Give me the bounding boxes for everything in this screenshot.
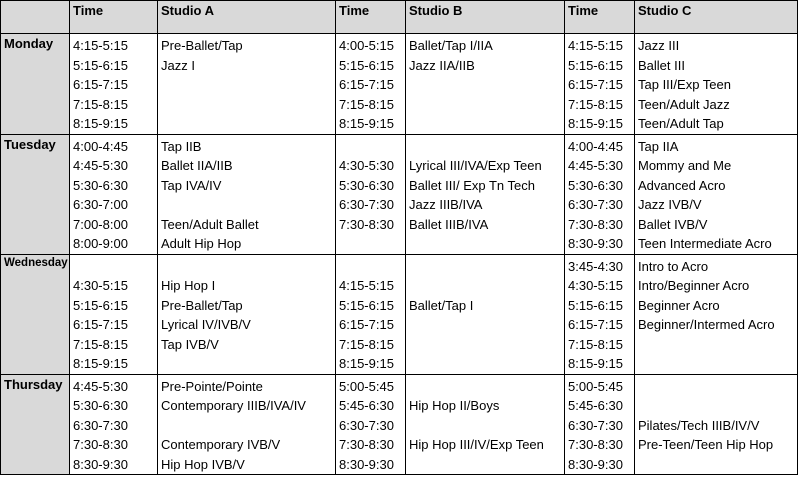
schedule-entry: Ballet III/ Exp Tn Tech bbox=[409, 177, 535, 193]
schedule-entry: 7:15-8:15 bbox=[73, 336, 128, 352]
schedule-entry bbox=[409, 137, 564, 157]
schedule-entry: Beginner Acro bbox=[638, 297, 720, 313]
schedule-entry bbox=[409, 354, 564, 374]
schedule-entry: 6:15-7:15 bbox=[568, 317, 623, 332]
schedule-entry bbox=[161, 114, 335, 134]
schedule-entry: Ballet IVB/V bbox=[638, 216, 708, 232]
schedule-entry: Tap IVB/V bbox=[161, 336, 219, 352]
schedule-entry: 7:30-8:30 bbox=[339, 437, 394, 452]
schedule-entry bbox=[638, 455, 797, 475]
time-a-cell bbox=[70, 254, 158, 374]
schedule-entry: 8:30-9:30 bbox=[568, 236, 623, 251]
time-a-cell bbox=[70, 134, 158, 254]
day-label: Tuesday bbox=[1, 134, 70, 254]
schedule-entry: Beginner/Intermed Acro bbox=[638, 317, 775, 332]
schedule-entry: 4:30-5:15 bbox=[73, 278, 128, 293]
schedule-entry: 5:15-6:15 bbox=[73, 57, 128, 73]
schedule-entry: 7:30-8:30 bbox=[339, 216, 394, 232]
schedule-entry: 8:15-9:15 bbox=[568, 356, 623, 371]
schedule-entry: 7:15-8:15 bbox=[339, 96, 394, 112]
header-time-a: Time bbox=[70, 1, 158, 34]
schedule-entry bbox=[638, 335, 797, 355]
schedule-entry bbox=[161, 75, 335, 95]
day-row-wednesday bbox=[1, 254, 798, 374]
time-c-cell bbox=[565, 34, 635, 135]
schedule-entry bbox=[409, 114, 564, 134]
schedule-entry: 7:15-8:15 bbox=[568, 336, 623, 352]
schedule-entry bbox=[638, 354, 797, 374]
schedule-entry: 5:00-5:45 bbox=[568, 378, 623, 394]
schedule-entry bbox=[409, 257, 564, 277]
schedule-entry: Contemporary IIIB/IVA/IV bbox=[161, 398, 306, 413]
schedule-entry: 5:30-6:30 bbox=[568, 177, 623, 193]
schedule-entry: Mommy and Me bbox=[638, 158, 732, 173]
schedule-entry: 8:00-9:00 bbox=[73, 236, 128, 251]
schedule-entry bbox=[161, 354, 335, 374]
schedule-entry: 4:00-5:15 bbox=[339, 38, 394, 53]
schedule-entry: 8:30-9:30 bbox=[568, 456, 623, 472]
schedule-entry: Adult Hip Hop bbox=[161, 236, 242, 251]
schedule-entry: Pre-Teen/Teen Hip Hop bbox=[638, 437, 774, 452]
schedule-entry: 4:30-5:15 bbox=[568, 278, 623, 293]
schedule-entry: 5:15-6:15 bbox=[339, 57, 394, 73]
schedule-entry: 4:15-5:15 bbox=[339, 278, 394, 293]
studio-c-cell bbox=[635, 34, 798, 135]
schedule-entry: 8:15-9:15 bbox=[339, 116, 394, 131]
schedule-entry: Lyrical IV/IVB/V bbox=[161, 317, 251, 332]
time-b-cell bbox=[336, 134, 406, 254]
schedule-entry: 6:30-7:30 bbox=[568, 197, 623, 212]
schedule-entry: 8:30-9:30 bbox=[339, 456, 394, 472]
day-row-monday bbox=[1, 34, 798, 135]
schedule-entry: Tap IIA bbox=[638, 138, 679, 154]
schedule-entry: Teen/Adult Ballet bbox=[161, 216, 259, 232]
schedule-entry bbox=[161, 195, 335, 215]
schedule-entry bbox=[409, 75, 564, 95]
schedule-entry: 5:15-6:15 bbox=[339, 297, 394, 313]
schedule-entry: 4:00-4:45 bbox=[568, 138, 623, 154]
schedule-entry: Teen/Adult Tap bbox=[638, 116, 724, 131]
schedule-entry: 6:30-7:00 bbox=[73, 197, 128, 212]
schedule-entry bbox=[73, 257, 157, 277]
time-a-cell bbox=[70, 374, 158, 475]
schedule-entry bbox=[638, 377, 797, 397]
studio-a-cell bbox=[158, 374, 336, 475]
schedule-entry: 5:30-6:30 bbox=[339, 177, 394, 193]
schedule-entry: 6:30-7:30 bbox=[73, 417, 128, 433]
day-row-thursday bbox=[1, 374, 798, 475]
day-row-tuesday bbox=[1, 134, 798, 254]
time-a-cell bbox=[70, 34, 158, 135]
studio-a-cell bbox=[158, 254, 336, 374]
schedule-entry: 4:15-5:15 bbox=[73, 38, 128, 53]
schedule-entry bbox=[409, 95, 564, 115]
schedule-entry: 4:45-5:30 bbox=[568, 158, 623, 173]
header-day bbox=[1, 1, 70, 34]
schedule-entry bbox=[409, 455, 564, 475]
schedule-entry: Lyrical III/IVA/Exp Teen bbox=[409, 158, 542, 173]
schedule-entry: 8:15-9:15 bbox=[73, 356, 128, 371]
schedule-entry bbox=[161, 416, 335, 436]
schedule-entry bbox=[409, 276, 564, 296]
studio-b-cell bbox=[406, 34, 565, 135]
schedule-entry: 6:15-7:15 bbox=[73, 77, 128, 92]
schedule-entry: 4:45-5:30 bbox=[73, 158, 128, 173]
schedule-entry: Contemporary IVB/V bbox=[161, 437, 281, 452]
schedule-entry bbox=[161, 95, 335, 115]
header-studio-b: Studio B bbox=[406, 1, 565, 34]
header-time-c: Time bbox=[565, 1, 635, 34]
schedule-entry: 7:30-8:30 bbox=[568, 216, 623, 232]
header-time-b: Time bbox=[336, 1, 406, 34]
schedule-entry bbox=[339, 257, 405, 277]
schedule-entry: Hip Hop III/IV/Exp Teen bbox=[409, 437, 544, 452]
schedule-entry: 5:30-6:30 bbox=[73, 177, 128, 193]
time-c-cell bbox=[565, 134, 635, 254]
schedule-entry: Jazz IVB/V bbox=[638, 197, 702, 212]
schedule-entry: 5:00-5:45 bbox=[339, 378, 394, 394]
studio-c-cell bbox=[635, 134, 798, 254]
time-b-cell bbox=[336, 254, 406, 374]
schedule-entry bbox=[409, 315, 564, 335]
schedule-entry bbox=[409, 377, 564, 397]
schedule-entry: Jazz I bbox=[161, 57, 195, 73]
schedule-entry: 8:15-9:15 bbox=[339, 356, 394, 371]
schedule-entry: 5:45-6:30 bbox=[568, 398, 623, 413]
schedule-entry: 7:15-8:15 bbox=[73, 96, 128, 112]
schedule-entry: Ballet III bbox=[638, 57, 685, 73]
studio-b-cell bbox=[406, 134, 565, 254]
schedule-entry: 6:15-7:15 bbox=[339, 317, 394, 332]
time-b-cell bbox=[336, 374, 406, 475]
day-label: Thursday bbox=[1, 374, 70, 475]
schedule-entry: 6:30-7:30 bbox=[568, 417, 623, 433]
schedule-entry bbox=[161, 257, 335, 277]
schedule-entry: 3:45-4:30 bbox=[568, 258, 623, 274]
schedule-entry: 7:30-8:30 bbox=[568, 437, 623, 452]
schedule-entry: 6:15-7:15 bbox=[73, 317, 128, 332]
schedule-entry: Ballet IIIB/IVA bbox=[409, 216, 489, 232]
schedule-entry: Hip Hop I bbox=[161, 278, 216, 293]
schedule-entry: 4:45-5:30 bbox=[73, 378, 128, 394]
schedule-entry: Jazz IIA/IIB bbox=[409, 57, 475, 73]
studio-a-cell bbox=[158, 134, 336, 254]
schedule-entry: Pre-Pointe/Pointe bbox=[161, 378, 263, 394]
schedule-entry: Hip Hop II/Boys bbox=[409, 398, 500, 413]
schedule-entry: Ballet/Tap I bbox=[409, 297, 474, 313]
day-label: Wednesday bbox=[1, 254, 70, 374]
schedule-entry: 5:30-6:30 bbox=[73, 398, 128, 413]
schedule-entry: 5:15-6:15 bbox=[568, 57, 623, 73]
studio-c-cell bbox=[635, 374, 798, 475]
schedule-entry: Teen Intermediate Acro bbox=[638, 236, 772, 251]
schedule-entry: 6:15-7:15 bbox=[339, 77, 394, 92]
schedule-entry: 7:30-8:30 bbox=[73, 437, 128, 452]
schedule-entry bbox=[409, 416, 564, 436]
schedule-entry bbox=[339, 137, 405, 157]
schedule-entry: 5:45-6:30 bbox=[339, 398, 394, 413]
schedule-entry bbox=[638, 396, 797, 416]
schedule-entry: Pre-Ballet/Tap bbox=[161, 38, 243, 53]
schedule-entry: Jazz IIIB/IVA bbox=[409, 197, 483, 212]
schedule-entry: Tap IVA/IV bbox=[161, 177, 222, 193]
schedule-entry: 6:30-7:30 bbox=[339, 417, 394, 433]
schedule-entry bbox=[339, 234, 405, 254]
schedule-entry: 6:15-7:15 bbox=[568, 77, 623, 92]
schedule-entry: 8:15-9:15 bbox=[568, 116, 623, 131]
schedule-entry: 8:30-9:30 bbox=[73, 456, 128, 472]
studio-b-cell bbox=[406, 254, 565, 374]
schedule-entry: 7:15-8:15 bbox=[568, 96, 623, 112]
schedule-entry: Ballet IIA/IIB bbox=[161, 158, 233, 173]
header-studio-a: Studio A bbox=[158, 1, 336, 34]
schedule-entry: 4:15-5:15 bbox=[568, 38, 623, 53]
schedule-entry: Tap III/Exp Teen bbox=[638, 77, 731, 92]
schedule-entry: Pilates/Tech IIIB/IV/V bbox=[638, 417, 760, 433]
schedule-entry bbox=[409, 234, 564, 254]
schedule-entry: 4:30-5:30 bbox=[339, 158, 394, 173]
schedule-entry: Jazz III bbox=[638, 38, 680, 53]
schedule-entry: 5:15-6:15 bbox=[73, 297, 128, 313]
studio-c-cell bbox=[635, 254, 798, 374]
studio-a-cell bbox=[158, 34, 336, 135]
schedule-entry: 7:00-8:00 bbox=[73, 216, 128, 232]
schedule-entry: Teen/Adult Jazz bbox=[638, 96, 730, 112]
schedule-entry: 4:00-4:45 bbox=[73, 138, 128, 154]
schedule-entry: 8:15-9:15 bbox=[73, 116, 128, 131]
day-label: Monday bbox=[1, 34, 70, 135]
studio-b-cell bbox=[406, 374, 565, 475]
schedule-entry: Pre-Ballet/Tap bbox=[161, 297, 243, 313]
time-c-cell bbox=[565, 374, 635, 475]
time-c-cell bbox=[565, 254, 635, 374]
schedule-entry bbox=[409, 335, 564, 355]
schedule-entry: 5:15-6:15 bbox=[568, 297, 623, 313]
schedule-entry: 6:30-7:30 bbox=[339, 197, 394, 212]
time-b-cell bbox=[336, 34, 406, 135]
schedule-entry: Intro to Acro bbox=[638, 258, 709, 274]
schedule-entry: Intro/Beginner Acro bbox=[638, 278, 750, 293]
schedule-entry: Hip Hop IVB/V bbox=[161, 456, 245, 472]
schedule-entry: Tap IIB bbox=[161, 138, 202, 154]
header-studio-c: Studio C bbox=[635, 1, 798, 34]
schedule-entry: 7:15-8:15 bbox=[339, 336, 394, 352]
schedule-entry: Ballet/Tap I/IIA bbox=[409, 38, 493, 53]
header-row bbox=[1, 1, 798, 34]
schedule-entry: Advanced Acro bbox=[638, 177, 726, 193]
